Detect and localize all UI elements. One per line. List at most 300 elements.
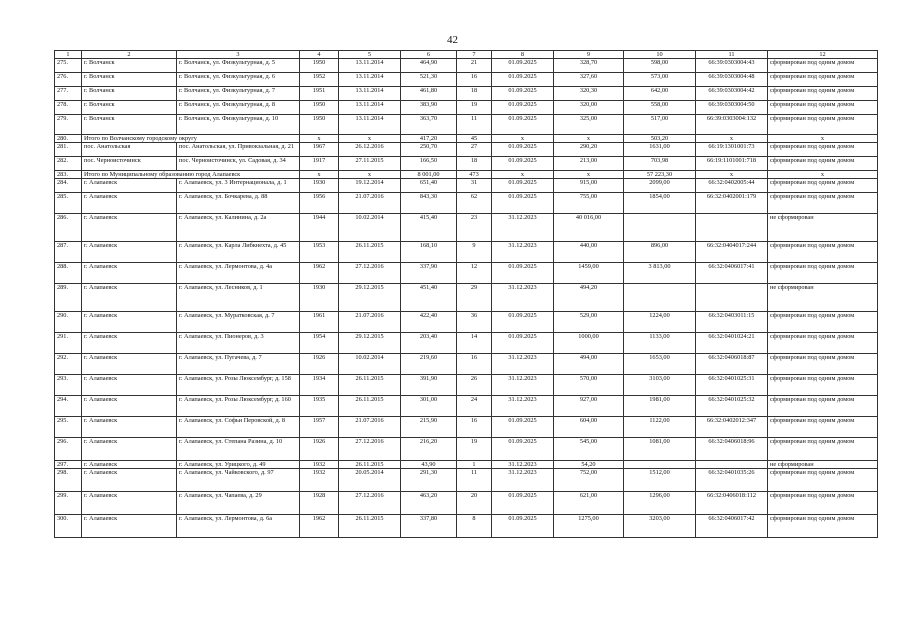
row-number: 290. (55, 312, 82, 333)
date: 26.11.2015 (339, 375, 401, 396)
table-row (55, 354, 878, 375)
build-year: 1932 (300, 469, 339, 492)
row-number: 281. (55, 143, 82, 157)
deadline: 01.09.2025 (492, 87, 554, 101)
cost: 1000,00 (554, 333, 624, 354)
cadastral-number: 66:19:1101001:718 (696, 157, 768, 171)
column-number: 12 (768, 51, 878, 59)
column-number: 6 (401, 51, 457, 59)
area: 464,90 (401, 59, 457, 73)
date: 27.11.2015 (339, 157, 401, 171)
settlement: г. Алапаевск (82, 469, 177, 492)
cost: 494,00 (554, 354, 624, 375)
deadline: 31.12.2023 (492, 469, 554, 492)
settlement: г. Алапаевск (82, 214, 177, 242)
address: г. Алапаевск, ул. Пугачева, д. 7 (177, 354, 300, 375)
summary-cell: х (339, 135, 401, 143)
table-row (55, 101, 878, 115)
summary-cell: х (300, 135, 339, 143)
column-number: 7 (457, 51, 492, 59)
row-number: 291. (55, 333, 82, 354)
land-status: сформирован под одним домом (768, 492, 878, 515)
summary-cell: х (300, 171, 339, 179)
land-area: 3 813,00 (624, 263, 696, 284)
cadastral-number: 66:39:0303004:132 (696, 115, 768, 135)
residents: 21 (457, 59, 492, 73)
summary-cell: х (768, 171, 878, 179)
cadastral-number: 66:39:0303004:48 (696, 73, 768, 87)
residents: 26 (457, 375, 492, 396)
land-area: 1653,00 (624, 354, 696, 375)
date: 19.12.2014 (339, 179, 401, 193)
area: 843,30 (401, 193, 457, 214)
table-row (55, 312, 878, 333)
summary-cell: х (492, 171, 554, 179)
row-number: 296. (55, 438, 82, 461)
address: пос. Черноисточинск, ул. Садовая, д. 34 (177, 157, 300, 171)
land-status: сформирован под одним домом (768, 73, 878, 87)
summary-cell: х (339, 171, 401, 179)
settlement: г. Алапаевск (82, 333, 177, 354)
address: г. Алапаевск, ул. Софьи Перовской, д. 8 (177, 417, 300, 438)
row-number: 279. (55, 115, 82, 135)
summary-cell: х (554, 171, 624, 179)
table-row (55, 461, 878, 469)
cost: 327,60 (554, 73, 624, 87)
cost: 40 016,00 (554, 214, 624, 242)
build-year: 1961 (300, 312, 339, 333)
land-area (624, 461, 696, 469)
address: г. Алапаевск, ул. Лермонтова, д. 4а (177, 263, 300, 284)
summary-cell: 473 (457, 171, 492, 179)
settlement: г. Волчанск (82, 59, 177, 73)
cost: 328,70 (554, 59, 624, 73)
table-row (55, 284, 878, 312)
deadline: 31.12.2023 (492, 375, 554, 396)
residents: 11 (457, 469, 492, 492)
residents: 19 (457, 101, 492, 115)
cadastral-number: 66:39:0303004:42 (696, 87, 768, 101)
cost: 494,20 (554, 284, 624, 312)
cadastral-number: 66:32:0404017:244 (696, 242, 768, 263)
build-year: 1926 (300, 354, 339, 375)
land-area: 896,00 (624, 242, 696, 263)
residents: 16 (457, 354, 492, 375)
area: 521,30 (401, 73, 457, 87)
cadastral-number: 66:32:0401024:21 (696, 333, 768, 354)
residents: 27 (457, 143, 492, 157)
area: 215,90 (401, 417, 457, 438)
build-year: 1928 (300, 492, 339, 515)
column-number: 10 (624, 51, 696, 59)
cadastral-number (696, 461, 768, 469)
date: 29.12.2015 (339, 333, 401, 354)
address: пос. Анатольская, ул. Привокзальная, д. 21 (177, 143, 300, 157)
area: 461,80 (401, 87, 457, 101)
build-year: 1954 (300, 333, 339, 354)
table-row (55, 157, 878, 171)
area: 383,90 (401, 101, 457, 115)
table-row (55, 214, 878, 242)
row-number: 286. (55, 214, 82, 242)
area: 463,20 (401, 492, 457, 515)
land-status: сформирован под одним домом (768, 469, 878, 492)
row-number: 294. (55, 396, 82, 417)
land-area (624, 284, 696, 312)
build-year: 1944 (300, 214, 339, 242)
deadline: 01.09.2025 (492, 73, 554, 87)
land-status: сформирован под одним домом (768, 143, 878, 157)
column-number: 2 (82, 51, 177, 59)
build-year: 1951 (300, 87, 339, 101)
row-number: 275. (55, 59, 82, 73)
address: г. Волчанск, ул. Физкультурная, д. 6 (177, 73, 300, 87)
build-year: 1930 (300, 179, 339, 193)
residents: 24 (457, 396, 492, 417)
summary-cell: 503,20 (624, 135, 696, 143)
summary-row (55, 171, 878, 179)
address: г. Алапаевск, ул. 3 Интернационала, д. 1 (177, 179, 300, 193)
land-area: 573,00 (624, 73, 696, 87)
cost: 1275,00 (554, 515, 624, 538)
deadline: 01.09.2025 (492, 438, 554, 461)
land-area: 3203,00 (624, 515, 696, 538)
date: 13.11.2014 (339, 59, 401, 73)
settlement: г. Алапаевск (82, 492, 177, 515)
land-area: 2099,00 (624, 179, 696, 193)
land-area: 1081,00 (624, 438, 696, 461)
residents: 19 (457, 438, 492, 461)
row-number: 300. (55, 515, 82, 538)
settlement: г. Алапаевск (82, 375, 177, 396)
cadastral-number: 66:32:0402012:347 (696, 417, 768, 438)
column-number: 8 (492, 51, 554, 59)
summary-cell: х (696, 135, 768, 143)
cadastral-number: 66:32:0403011:15 (696, 312, 768, 333)
table-row (55, 193, 878, 214)
row-number: 280. (55, 135, 82, 143)
residents: 36 (457, 312, 492, 333)
cadastral-number: 66:32:0401035:26 (696, 469, 768, 492)
deadline: 31.12.2023 (492, 461, 554, 469)
area: 168,10 (401, 242, 457, 263)
build-year: 1950 (300, 115, 339, 135)
table-row (55, 242, 878, 263)
row-number: 285. (55, 193, 82, 214)
table-row (55, 73, 878, 87)
summary-cell: х (768, 135, 878, 143)
residents: 31 (457, 179, 492, 193)
table-row (55, 179, 878, 193)
cost: 1459,00 (554, 263, 624, 284)
address: г. Алапаевск, ул. Бочкарева, д. 88 (177, 193, 300, 214)
row-number: 295. (55, 417, 82, 438)
table-row (55, 469, 878, 492)
address: г. Волчанск, ул. Физкультурная, д. 5 (177, 59, 300, 73)
settlement: г. Алапаевск (82, 396, 177, 417)
land-status: сформирован под одним домом (768, 263, 878, 284)
settlement: г. Алапаевск (82, 193, 177, 214)
land-area: 1981,00 (624, 396, 696, 417)
residents: 9 (457, 242, 492, 263)
column-number: 9 (554, 51, 624, 59)
deadline: 01.09.2025 (492, 333, 554, 354)
residents: 11 (457, 115, 492, 135)
area: 43,90 (401, 461, 457, 469)
column-number: 4 (300, 51, 339, 59)
settlement: г. Алапаевск (82, 179, 177, 193)
row-number: 289. (55, 284, 82, 312)
build-year: 1930 (300, 284, 339, 312)
address: г. Алапаевск, ул. Карла Либкнехта, д. 45 (177, 242, 300, 263)
address: г. Алапаевск, ул. Муратковская, д. 7 (177, 312, 300, 333)
deadline: 31.12.2023 (492, 242, 554, 263)
cost: 755,00 (554, 193, 624, 214)
area: 216,20 (401, 438, 457, 461)
row-number: 278. (55, 101, 82, 115)
land-area: 1512,00 (624, 469, 696, 492)
area: 391,90 (401, 375, 457, 396)
date: 27.12.2016 (339, 438, 401, 461)
address: г. Алапаевск, ул. Калинина, д. 2а (177, 214, 300, 242)
summary-row (55, 135, 878, 143)
table-row (55, 143, 878, 157)
date: 26.11.2015 (339, 461, 401, 469)
settlement: г. Волчанск (82, 101, 177, 115)
cost: 621,00 (554, 492, 624, 515)
address: г. Алапаевск, ул. Урицкого, д. 49 (177, 461, 300, 469)
address: г. Алапаевск, ул. Чапаева, д. 29 (177, 492, 300, 515)
column-number: 11 (696, 51, 768, 59)
date: 13.11.2014 (339, 87, 401, 101)
deadline: 31.12.2023 (492, 396, 554, 417)
cadastral-number (696, 214, 768, 242)
address: г. Волчанск, ул. Физкультурная, д. 10 (177, 115, 300, 135)
land-status: сформирован под одним домом (768, 193, 878, 214)
residents: 18 (457, 157, 492, 171)
land-status: сформирован под одним домом (768, 354, 878, 375)
row-number: 276. (55, 73, 82, 87)
residents: 62 (457, 193, 492, 214)
cost: 213,00 (554, 157, 624, 171)
summary-cell: х (696, 171, 768, 179)
settlement: г. Алапаевск (82, 417, 177, 438)
build-year: 1953 (300, 242, 339, 263)
area: 415,40 (401, 214, 457, 242)
land-status: сформирован под одним домом (768, 87, 878, 101)
deadline: 01.09.2025 (492, 179, 554, 193)
deadline: 01.09.2025 (492, 515, 554, 538)
date: 21.07.2016 (339, 417, 401, 438)
row-number: 297. (55, 461, 82, 469)
address: г. Алапаевск, ул. Пионеров, д. 3 (177, 333, 300, 354)
deadline: 31.12.2023 (492, 354, 554, 375)
deadline: 01.09.2025 (492, 193, 554, 214)
residents: 1 (457, 461, 492, 469)
date: 21.07.2016 (339, 312, 401, 333)
date: 13.11.2014 (339, 73, 401, 87)
date: 26.11.2015 (339, 242, 401, 263)
build-year: 1957 (300, 417, 339, 438)
table-row (55, 492, 878, 515)
land-area: 703,98 (624, 157, 696, 171)
address: г. Алапаевск, ул. Лермонтова, д. 6а (177, 515, 300, 538)
deadline: 01.09.2025 (492, 312, 554, 333)
address: г. Алапаевск, ул. Лесников, д. 1 (177, 284, 300, 312)
cost: 325,00 (554, 115, 624, 135)
table-row (55, 417, 878, 438)
row-number: 298. (55, 469, 82, 492)
table-row (55, 263, 878, 284)
row-number: 284. (55, 179, 82, 193)
residents: 16 (457, 73, 492, 87)
cadastral-number (696, 284, 768, 312)
cost: 545,00 (554, 438, 624, 461)
address: г. Алапаевск, ул. Степана Разина, д. 10 (177, 438, 300, 461)
table-row (55, 396, 878, 417)
area: 203,40 (401, 333, 457, 354)
deadline: 01.09.2025 (492, 263, 554, 284)
area: 337,80 (401, 515, 457, 538)
row-number: 287. (55, 242, 82, 263)
land-status: сформирован под одним домом (768, 115, 878, 135)
summary-cell: х (492, 135, 554, 143)
date: 27.12.2016 (339, 492, 401, 515)
cadastral-number: 66:19:1301001:73 (696, 143, 768, 157)
deadline: 01.09.2025 (492, 417, 554, 438)
build-year: 1962 (300, 515, 339, 538)
date: 20.05.2014 (339, 469, 401, 492)
area: 451,40 (401, 284, 457, 312)
date: 21.07.2016 (339, 193, 401, 214)
row-number: 288. (55, 263, 82, 284)
cadastral-number: 66:39:0303004:43 (696, 59, 768, 73)
table-row (55, 115, 878, 135)
build-year: 1932 (300, 461, 339, 469)
cadastral-number: 66:32:0406018:96 (696, 438, 768, 461)
settlement: г. Алапаевск (82, 263, 177, 284)
land-status: сформирован под одним домом (768, 438, 878, 461)
table-row (55, 59, 878, 73)
deadline: 01.09.2025 (492, 157, 554, 171)
land-status: сформирован под одним домом (768, 157, 878, 171)
row-number: 299. (55, 492, 82, 515)
date: 13.11.2014 (339, 101, 401, 115)
land-area (624, 214, 696, 242)
land-area: 1122,00 (624, 417, 696, 438)
settlement: г. Алапаевск (82, 515, 177, 538)
settlement: г. Алапаевск (82, 354, 177, 375)
cost: 320,30 (554, 87, 624, 101)
address: г. Алапаевск, ул. Чайковского, д. 97 (177, 469, 300, 492)
table-row (55, 333, 878, 354)
table-row (55, 438, 878, 461)
area: 291,30 (401, 469, 457, 492)
summary-cell: 417,20 (401, 135, 457, 143)
date: 26.12.2016 (339, 143, 401, 157)
deadline: 01.09.2025 (492, 59, 554, 73)
row-number: 277. (55, 87, 82, 101)
column-number-row (55, 51, 878, 59)
land-status: сформирован под одним домом (768, 179, 878, 193)
residents: 23 (457, 214, 492, 242)
build-year: 1935 (300, 396, 339, 417)
row-number: 292. (55, 354, 82, 375)
land-status: сформирован под одним домом (768, 396, 878, 417)
column-number: 3 (177, 51, 300, 59)
cost: 915,00 (554, 179, 624, 193)
build-year: 1950 (300, 101, 339, 115)
cost: 752,00 (554, 469, 624, 492)
land-status: сформирован под одним домом (768, 375, 878, 396)
residents: 16 (457, 417, 492, 438)
summary-cell: 8 001,00 (401, 171, 457, 179)
cost: 604,00 (554, 417, 624, 438)
cost: 927,00 (554, 396, 624, 417)
address: г. Волчанск, ул. Физкультурная, д. 8 (177, 101, 300, 115)
settlement: пос. Анатольская (82, 143, 177, 157)
settlement: г. Алапаевск (82, 312, 177, 333)
address: г. Волчанск, ул. Физкультурная, д. 7 (177, 87, 300, 101)
summary-cell: 57 223,30 (624, 171, 696, 179)
summary-label: Итого по Муниципальному образованию город Алапаевск (82, 171, 300, 179)
cadastral-number: 66:32:0406017:41 (696, 263, 768, 284)
land-area: 517,00 (624, 115, 696, 135)
build-year: 1917 (300, 157, 339, 171)
column-number: 5 (339, 51, 401, 59)
land-status: сформирован под одним домом (768, 59, 878, 73)
date: 26.11.2015 (339, 515, 401, 538)
build-year: 1956 (300, 193, 339, 214)
settlement: г. Волчанск (82, 73, 177, 87)
land-status: не сформирован (768, 284, 878, 312)
date: 10.02.2014 (339, 214, 401, 242)
cadastral-number: 66:32:0401025:31 (696, 375, 768, 396)
cadastral-number: 66:32:0402001:179 (696, 193, 768, 214)
area: 250,70 (401, 143, 457, 157)
cadastral-number: 66:32:0402005:44 (696, 179, 768, 193)
date: 27.12.2016 (339, 263, 401, 284)
settlement: г. Алапаевск (82, 461, 177, 469)
cost: 290,20 (554, 143, 624, 157)
cadastral-number: 66:39:0303004:50 (696, 101, 768, 115)
summary-cell: 45 (457, 135, 492, 143)
land-area: 3103,00 (624, 375, 696, 396)
cadastral-number: 66:32:0401025:32 (696, 396, 768, 417)
cost: 54,20 (554, 461, 624, 469)
build-year: 1967 (300, 143, 339, 157)
row-number: 282. (55, 157, 82, 171)
row-number: 293. (55, 375, 82, 396)
residents: 14 (457, 333, 492, 354)
land-status: сформирован под одним домом (768, 101, 878, 115)
summary-cell: х (554, 135, 624, 143)
settlement: г. Алапаевск (82, 438, 177, 461)
table-row (55, 87, 878, 101)
date: 10.02.2014 (339, 354, 401, 375)
deadline: 01.09.2025 (492, 101, 554, 115)
build-year: 1952 (300, 73, 339, 87)
land-area: 598,00 (624, 59, 696, 73)
cost: 529,00 (554, 312, 624, 333)
land-status: сформирован под одним домом (768, 417, 878, 438)
area: 422,40 (401, 312, 457, 333)
cost: 570,00 (554, 375, 624, 396)
address: г. Алапаевск, ул. Розы Люксембург, д. 158 (177, 375, 300, 396)
cadastral-number: 66:32:0406018:87 (696, 354, 768, 375)
housing-registry-table (54, 50, 878, 538)
area: 301,00 (401, 396, 457, 417)
